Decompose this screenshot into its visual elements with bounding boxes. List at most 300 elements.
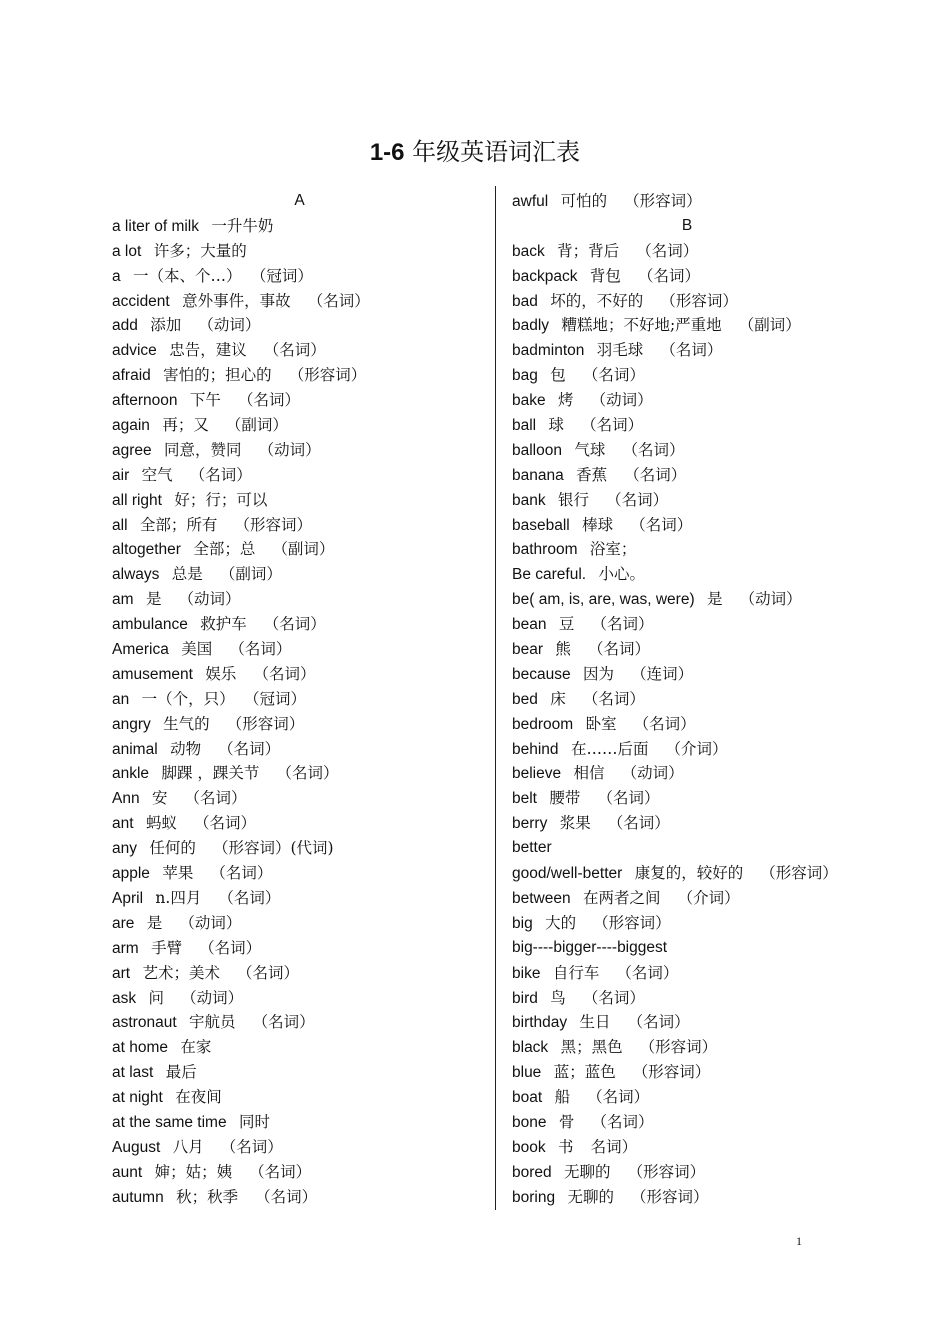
vocab-entry	[112, 612, 487, 637]
vocab-entry	[112, 861, 487, 886]
english-word: aunt	[112, 1163, 143, 1181]
vocab-entry	[512, 761, 862, 786]
vocab-entry	[512, 1110, 862, 1135]
chinese-meaning: 浴室；	[589, 540, 637, 559]
english-word: bag	[512, 367, 538, 385]
chinese-meaning: 书	[558, 1137, 574, 1156]
chinese-meaning: 意外事件，事故	[182, 291, 291, 310]
vocab-entry	[112, 289, 487, 314]
part-of-speech: （形容词）	[624, 192, 702, 210]
part-of-speech: （名词）	[607, 814, 670, 833]
chinese-meaning: 棒球	[582, 515, 614, 534]
part-of-speech: （名词）	[307, 291, 370, 310]
vocab-column-right	[512, 189, 862, 1210]
vocab-entry	[512, 662, 862, 687]
english-word: August	[112, 1138, 161, 1156]
chinese-meaning: 添加	[150, 316, 182, 335]
chinese-meaning: 是	[707, 590, 723, 609]
chinese-meaning: 一升牛奶	[211, 216, 274, 235]
english-word: at last	[112, 1064, 154, 1082]
vocab-entry	[512, 438, 862, 463]
vocab-entry	[112, 338, 487, 363]
english-word: bike	[512, 964, 541, 982]
part-of-speech: （副词）	[225, 416, 288, 435]
chinese-meaning: 大的	[545, 913, 577, 932]
chinese-meaning: 黑；黑色	[560, 1038, 623, 1057]
part-of-speech: （名词）	[637, 266, 700, 285]
vocab-entry	[112, 836, 487, 861]
chinese-meaning: 空气	[141, 465, 173, 484]
vocab-entry	[112, 587, 487, 612]
english-word: animal	[112, 740, 158, 758]
vocab-entry	[512, 1160, 862, 1185]
vocab-entry	[512, 413, 862, 438]
part-of-speech: （副词）	[272, 540, 335, 559]
vocab-entry	[112, 1060, 487, 1085]
chinese-meaning: n.四月	[155, 888, 202, 907]
chinese-meaning: 骨	[558, 1112, 575, 1131]
part-of-speech: （副词）	[219, 565, 282, 584]
vocab-entry	[112, 1110, 487, 1135]
chinese-meaning: 床	[550, 689, 566, 708]
chinese-meaning: 银行	[558, 490, 590, 509]
vocab-entry	[112, 363, 487, 388]
chinese-meaning: 在两者之间	[583, 888, 661, 907]
chinese-meaning: 康复的，较好的	[634, 864, 744, 883]
english-word: big	[512, 914, 533, 932]
vocab-entry	[112, 562, 487, 587]
part-of-speech: （名词）	[249, 1162, 312, 1181]
english-word: birthday	[512, 1014, 568, 1032]
english-word: backpack	[512, 267, 578, 285]
chinese-meaning: 宇航员	[189, 1013, 236, 1032]
part-of-speech: （形容词）	[632, 1063, 711, 1082]
part-of-speech: （名词）	[263, 615, 326, 634]
english-word: Ann	[112, 790, 140, 808]
english-word: autumn	[112, 1188, 164, 1206]
vocab-entry	[112, 488, 487, 513]
vocab-entry	[112, 313, 487, 338]
chinese-meaning: 美国	[181, 640, 213, 659]
part-of-speech: （名词）	[606, 490, 669, 509]
part-of-speech: （名词）	[255, 1187, 318, 1206]
english-word: badminton	[512, 342, 585, 360]
chinese-meaning: 羽毛球	[596, 341, 644, 360]
english-word: altogether	[112, 541, 181, 559]
vocab-entry	[112, 1160, 487, 1185]
title-text: 年级英语词汇表	[404, 138, 581, 166]
vocab-entry	[512, 936, 862, 961]
english-word: agree	[112, 441, 152, 459]
part-of-speech: （冠词）	[251, 689, 306, 708]
vocab-entry	[112, 986, 487, 1011]
part-of-speech: （名词）	[582, 988, 645, 1007]
chinese-meaning: 动物	[170, 739, 202, 758]
english-word: advice	[112, 342, 157, 360]
part-of-speech: （名词）	[276, 764, 339, 783]
chinese-meaning: 在家	[180, 1038, 212, 1057]
english-word: banana	[512, 466, 564, 484]
chinese-meaning: 安	[151, 789, 168, 808]
section-letter-heading: B	[681, 216, 693, 234]
chinese-meaning: 脚踝 ，踝关节	[161, 764, 260, 783]
part-of-speech: （形容词）	[627, 1162, 706, 1181]
chinese-meaning: 因为	[583, 664, 615, 683]
vocab-entry	[512, 562, 862, 587]
vocab-entry	[512, 587, 862, 612]
chinese-meaning: 总是	[171, 565, 203, 584]
part-of-speech: 名词）	[590, 1137, 638, 1156]
vocab-entry	[512, 388, 862, 413]
chinese-meaning: 自行车	[552, 963, 600, 982]
chinese-meaning: 下午	[189, 391, 221, 410]
chinese-meaning: 小心。	[598, 565, 646, 584]
part-of-speech: （名词）	[633, 714, 696, 733]
vocab-column-left	[112, 189, 487, 1210]
part-of-speech: （名词）	[218, 888, 281, 907]
english-word: at the same time	[112, 1113, 227, 1131]
part-of-speech: （形容词）	[234, 515, 312, 534]
vocab-entry	[112, 1185, 487, 1210]
vocab-entry	[112, 786, 487, 811]
part-of-speech: （名词）	[184, 789, 247, 808]
english-word: bird	[512, 989, 538, 1007]
chinese-meaning: 一（本、个…）	[133, 266, 242, 285]
part-of-speech: （名词）	[189, 465, 252, 484]
vocab-entry	[112, 911, 487, 936]
english-word: afternoon	[112, 392, 178, 410]
chinese-meaning: 救护车	[200, 615, 247, 634]
part-of-speech: （名词）	[199, 938, 262, 957]
english-word: always	[112, 566, 160, 584]
vocab-entry	[512, 1185, 862, 1210]
english-word: book	[512, 1138, 546, 1156]
chinese-meaning: 许多；大量的	[153, 241, 247, 260]
vocab-entry	[112, 438, 487, 463]
vocab-entry	[112, 513, 487, 538]
english-word: amusement	[112, 665, 193, 683]
part-of-speech: （动词）	[739, 590, 802, 609]
vocab-entry	[512, 687, 862, 712]
chinese-meaning: 手臂	[151, 938, 183, 957]
english-word: good/well-better	[512, 865, 623, 883]
chinese-meaning: 娱乐	[205, 664, 237, 683]
english-word: bean	[512, 616, 547, 634]
english-word: am	[112, 591, 134, 609]
english-word: an	[112, 690, 130, 708]
english-word: bake	[512, 392, 546, 410]
part-of-speech: （名词）	[587, 640, 650, 659]
english-word: big----bigger----biggest	[512, 938, 668, 956]
english-word: arm	[112, 939, 139, 957]
part-of-speech: （名词）	[591, 615, 654, 634]
part-of-speech: （名词）	[229, 640, 292, 659]
chinese-meaning: 鸟	[550, 988, 566, 1007]
vocab-entry	[512, 463, 862, 488]
english-word: all right	[112, 491, 162, 509]
english-word: bad	[512, 292, 538, 310]
english-word: again	[112, 417, 150, 435]
vocab-entry	[112, 1035, 487, 1060]
part-of-speech: （连词）	[631, 664, 694, 683]
english-word: believe	[512, 765, 562, 783]
english-word: April	[112, 889, 144, 907]
english-word: belt	[512, 790, 537, 808]
english-word: badly	[512, 317, 550, 335]
chinese-meaning: 忠告，建议	[169, 341, 247, 360]
chinese-meaning: 蚂蚁	[145, 814, 177, 833]
title-grade-range: 1-6	[369, 139, 405, 166]
english-word: a liter of milk	[112, 217, 199, 235]
vocab-entry	[512, 537, 862, 562]
english-word: a lot	[112, 242, 142, 260]
vocab-entry	[112, 388, 487, 413]
chinese-meaning: 秋；秋季	[176, 1187, 239, 1206]
vocab-entry	[112, 537, 487, 562]
part-of-speech: （动词）	[179, 913, 242, 932]
chinese-meaning: 香蕉	[576, 465, 608, 484]
vocab-entry	[512, 612, 862, 637]
part-of-speech: （名词）	[218, 739, 281, 758]
english-word: all	[112, 516, 128, 534]
vocab-entry	[112, 961, 487, 986]
vocab-entry	[512, 811, 862, 836]
part-of-speech: （动词）	[198, 316, 261, 335]
vocab-entry	[512, 1085, 862, 1110]
vocab-entry	[112, 1085, 487, 1110]
vocab-entry	[512, 363, 862, 388]
chinese-meaning: 背包	[589, 266, 621, 285]
part-of-speech: （名词）	[622, 440, 685, 459]
english-word: bear	[512, 641, 544, 659]
english-word: behind	[512, 740, 559, 758]
chinese-meaning: 船	[554, 1088, 571, 1107]
english-word: astronaut	[112, 1014, 177, 1032]
english-word: bathroom	[512, 541, 578, 559]
english-word: air	[112, 466, 130, 484]
chinese-meaning: 婶；姑；姨	[154, 1162, 233, 1181]
vocab-entry	[112, 463, 487, 488]
english-word: apple	[112, 865, 150, 883]
part-of-speech: （介词）	[677, 888, 740, 907]
part-of-speech: （副词）	[738, 316, 801, 335]
vocab-entry	[112, 413, 487, 438]
vocab-entry	[512, 1010, 862, 1035]
vocab-entry	[112, 687, 487, 712]
english-word: ankle	[112, 765, 150, 783]
part-of-speech: （形容词）	[639, 1038, 718, 1057]
part-of-speech: （动词）	[178, 590, 241, 609]
english-word: awful	[512, 193, 549, 210]
chinese-meaning: 全部；总	[193, 540, 256, 559]
part-of-speech: （名词）	[253, 664, 316, 683]
english-word: boring	[512, 1188, 556, 1206]
english-word: bone	[512, 1113, 547, 1131]
part-of-speech: （名词）	[252, 1013, 315, 1032]
chinese-meaning: 任何的	[149, 839, 196, 858]
chinese-meaning: 无聊的	[564, 1162, 611, 1181]
part-of-speech: （动词）	[181, 988, 244, 1007]
chinese-meaning: 一（个，只）	[141, 689, 235, 708]
vocab-entry	[112, 811, 487, 836]
chinese-meaning: 球	[548, 416, 565, 435]
chinese-meaning: 问	[148, 988, 165, 1007]
column-divider	[495, 186, 496, 1210]
part-of-speech: （名词）	[237, 963, 300, 982]
chinese-meaning: 包	[550, 366, 566, 385]
section-letter-heading: A	[294, 192, 305, 209]
part-of-speech: （名词）	[581, 416, 644, 435]
vocab-entry	[112, 761, 487, 786]
vocab-entry	[512, 961, 862, 986]
chinese-meaning: 熊	[555, 640, 571, 659]
chinese-meaning: 蓝；蓝色	[553, 1063, 616, 1082]
vocab-entry	[512, 239, 862, 264]
english-word: afraid	[112, 367, 151, 385]
chinese-meaning: 好；行；可以	[174, 490, 268, 509]
vocab-entry	[512, 189, 862, 214]
chinese-meaning: 生日	[579, 1013, 611, 1032]
vocab-entry	[112, 637, 487, 662]
vocab-entry	[512, 786, 862, 811]
part-of-speech: （名词）	[263, 341, 326, 360]
english-word: boat	[512, 1089, 543, 1107]
part-of-speech: （形容词）(代词)	[212, 839, 334, 858]
part-of-speech: （形容词）	[631, 1187, 709, 1206]
chinese-meaning: 最后	[165, 1063, 197, 1082]
chinese-meaning: 同意，赞同	[164, 440, 242, 459]
vocab-entry	[112, 264, 487, 289]
chinese-meaning: 背；背后	[557, 241, 620, 260]
vocab-entry	[512, 264, 862, 289]
part-of-speech: （动词）	[590, 391, 653, 410]
english-word: art	[112, 964, 131, 982]
chinese-meaning: 可怕的	[560, 192, 608, 210]
english-word: ant	[112, 815, 134, 833]
vocab-entry	[512, 513, 862, 538]
english-word: any	[112, 840, 137, 858]
vocab-entry	[112, 1135, 487, 1160]
english-word: between	[512, 889, 571, 907]
part-of-speech: （形容词）	[593, 913, 671, 932]
vocab-entry	[512, 986, 862, 1011]
english-word: berry	[512, 815, 548, 833]
english-word: better	[512, 839, 552, 857]
part-of-speech: （动词）	[258, 440, 321, 459]
vocab-entry	[512, 861, 862, 886]
chinese-meaning: 在夜间	[175, 1088, 222, 1107]
chinese-meaning: 糟糕地；不好地;严重地	[561, 316, 722, 335]
vocab-entry	[512, 313, 862, 338]
part-of-speech: （名词）	[630, 515, 693, 534]
vocab-entry	[112, 936, 487, 961]
english-word: ball	[512, 417, 537, 435]
chinese-meaning: 艺术；美术	[142, 963, 220, 982]
page-number: 1	[796, 1234, 802, 1248]
chinese-meaning: 同时	[238, 1112, 270, 1131]
vocab-entry	[112, 239, 487, 264]
vocab-entry	[512, 1135, 862, 1160]
english-word: bedroom	[512, 715, 574, 733]
vocab-entry	[512, 886, 862, 911]
english-word: back	[512, 242, 545, 260]
english-word: black	[512, 1039, 549, 1057]
chinese-meaning: 相信	[573, 764, 605, 783]
english-word: America	[112, 641, 169, 659]
part-of-speech: （名词）	[220, 1137, 283, 1156]
vocab-entry	[112, 712, 487, 737]
vocab-entry	[512, 488, 862, 513]
chinese-meaning: 苹果	[162, 864, 194, 883]
vocab-entry	[512, 737, 862, 762]
part-of-speech: （形容词）	[226, 714, 305, 733]
part-of-speech: （名词）	[210, 864, 273, 883]
chinese-meaning: 卧室	[585, 714, 617, 733]
english-word: ambulance	[112, 616, 188, 634]
chinese-meaning: 烤	[558, 391, 574, 410]
vocab-entry	[112, 214, 487, 239]
vocab-entry	[512, 836, 862, 861]
part-of-speech: （名词）	[582, 366, 645, 385]
english-word: accident	[112, 292, 170, 310]
chinese-meaning: 再；又	[162, 416, 209, 435]
part-of-speech: （名词）	[194, 814, 257, 833]
part-of-speech: （形容词）	[660, 291, 738, 310]
chinese-meaning: 在……后面	[570, 739, 649, 758]
vocab-entry	[512, 1060, 862, 1085]
chinese-meaning: 害怕的；担心的	[163, 366, 272, 385]
page-title	[0, 136, 950, 169]
part-of-speech: （动词）	[621, 764, 684, 783]
chinese-meaning: 全部；所有	[139, 515, 218, 534]
part-of-speech: （形容词）	[288, 366, 367, 385]
part-of-speech: （形容词）	[760, 864, 838, 883]
chinese-meaning: 八月	[172, 1137, 204, 1156]
english-word: bored	[512, 1163, 552, 1181]
part-of-speech: （名词）	[624, 465, 687, 484]
vocab-entry	[112, 662, 487, 687]
english-word: at home	[112, 1039, 169, 1057]
english-word: Be careful.	[512, 566, 587, 584]
english-word: angry	[112, 715, 151, 733]
vocab-entry	[112, 737, 487, 762]
english-word: because	[512, 665, 571, 683]
english-word: bed	[512, 690, 538, 708]
english-word: a	[112, 267, 121, 285]
vocab-entry	[512, 338, 862, 363]
vocab-entry	[112, 1010, 487, 1035]
english-word: be( am, is, are, was, were)	[512, 591, 695, 609]
vocab-entry	[512, 1035, 862, 1060]
part-of-speech: （名词）	[627, 1013, 690, 1032]
chinese-meaning: 气球	[574, 440, 606, 459]
chinese-meaning: 是	[146, 913, 163, 932]
part-of-speech: （名词）	[597, 789, 660, 808]
part-of-speech: （名词）	[660, 341, 723, 360]
part-of-speech: （名词）	[616, 963, 679, 982]
english-word: at night	[112, 1089, 163, 1107]
part-of-speech: （名词）	[237, 391, 300, 410]
english-word: bank	[512, 491, 546, 509]
vocab-entry	[112, 886, 487, 911]
english-word: ask	[112, 989, 137, 1007]
chinese-meaning: 是	[145, 590, 162, 609]
vocab-entry	[512, 637, 862, 662]
english-word: blue	[512, 1064, 542, 1082]
english-word: are	[112, 914, 135, 932]
part-of-speech: （名词）	[587, 1088, 650, 1107]
part-of-speech: （介词）	[665, 739, 728, 758]
